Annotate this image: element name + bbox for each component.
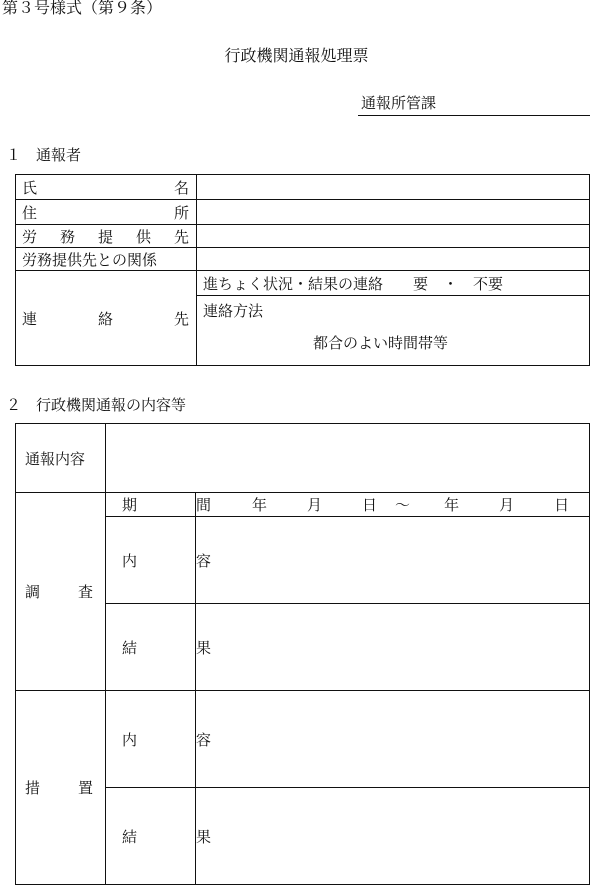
employer-field[interactable] <box>197 225 590 248</box>
measure-label: 措 置 <box>16 691 106 885</box>
investigation-content-label: 内 容 <box>106 517 196 604</box>
address-field[interactable] <box>197 200 590 225</box>
investigation-result-label: 結 果 <box>106 604 196 691</box>
section1-heading: １ 通報者 <box>6 146 82 164</box>
period-date-range: 年 月 日 ～ 年 月 日 <box>252 496 570 514</box>
dept-label: 通報所管課 <box>361 94 437 112</box>
measure-content-label: 内 容 <box>106 691 196 788</box>
employer-label: 労 務 提 供 先 <box>16 225 197 248</box>
progress-notice-label: 進ちょく状況・結果の連絡 <box>203 274 384 293</box>
page-title: 行政機関通報処理票 <box>224 46 369 65</box>
investigation-result-field[interactable] <box>196 604 590 691</box>
reporter-table <box>15 174 590 366</box>
measure-result-label: 結 果 <box>106 788 196 885</box>
contact-label: 連 絡 先 <box>16 271 197 366</box>
relation-field[interactable] <box>197 248 590 271</box>
preferred-time-label: 都合のよい時間帯等 <box>313 334 449 352</box>
relation-label: 労務提供先との関係 <box>16 248 197 271</box>
report-content-label: 通報内容 <box>16 424 106 493</box>
period-label: 期 間 <box>106 493 196 517</box>
contact-method-field[interactable] <box>197 296 589 352</box>
investigation-label: 調 査 <box>16 493 106 691</box>
name-label: 氏 名 <box>16 175 197 200</box>
name-field[interactable] <box>197 175 590 200</box>
investigation-content-field[interactable] <box>196 517 590 604</box>
period-field[interactable] <box>196 493 590 517</box>
section2-heading: ２ 行政機関通報の内容等 <box>6 396 187 414</box>
address-label: 住 所 <box>16 200 197 225</box>
report-details-table <box>15 423 590 885</box>
progress-notice-row <box>197 271 589 296</box>
form-code: 第３号様式（第９条） <box>2 0 163 17</box>
contact-method-label: 連絡方法 <box>203 302 264 320</box>
contact-cell <box>197 271 590 366</box>
report-content-field[interactable] <box>106 424 590 493</box>
notice-options[interactable]: 要 ・ 不要 <box>413 274 504 293</box>
measure-result-field[interactable] <box>196 788 590 885</box>
measure-content-field[interactable] <box>196 691 590 788</box>
